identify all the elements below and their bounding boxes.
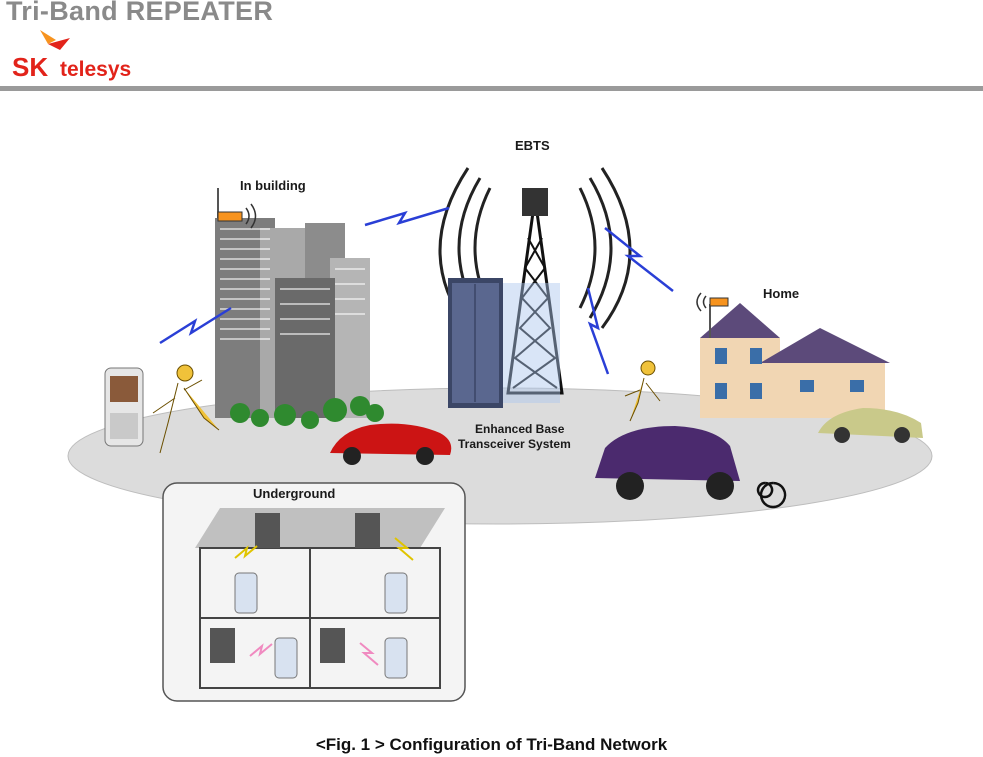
sk-telesys-logo [8, 28, 138, 86]
mobile-phone-icon [105, 368, 143, 446]
label-underground: Underground [253, 486, 336, 501]
ebts-cabinet [448, 278, 503, 408]
tri-band-network-figure [60, 128, 940, 708]
header-divider [0, 86, 983, 91]
underground-panel [163, 483, 465, 701]
label-ebts: EBTS [515, 138, 550, 153]
home-house [697, 293, 890, 418]
office-buildings [215, 218, 384, 429]
label-in-building: In building [240, 178, 306, 193]
logo-sk-text: SK [12, 52, 49, 82]
logo-telesys-text: telesys [60, 58, 132, 81]
label-ebts-full-line1: Enhanced Base [475, 422, 565, 436]
label-home: Home [763, 286, 800, 301]
document-title: Tri-Band REPEATER [6, 0, 274, 26]
label-ebts-full-line2: Transceiver System [458, 437, 571, 451]
figure-caption: <Fig. 1 > Configuration of Tri-Band Network [315, 735, 668, 754]
